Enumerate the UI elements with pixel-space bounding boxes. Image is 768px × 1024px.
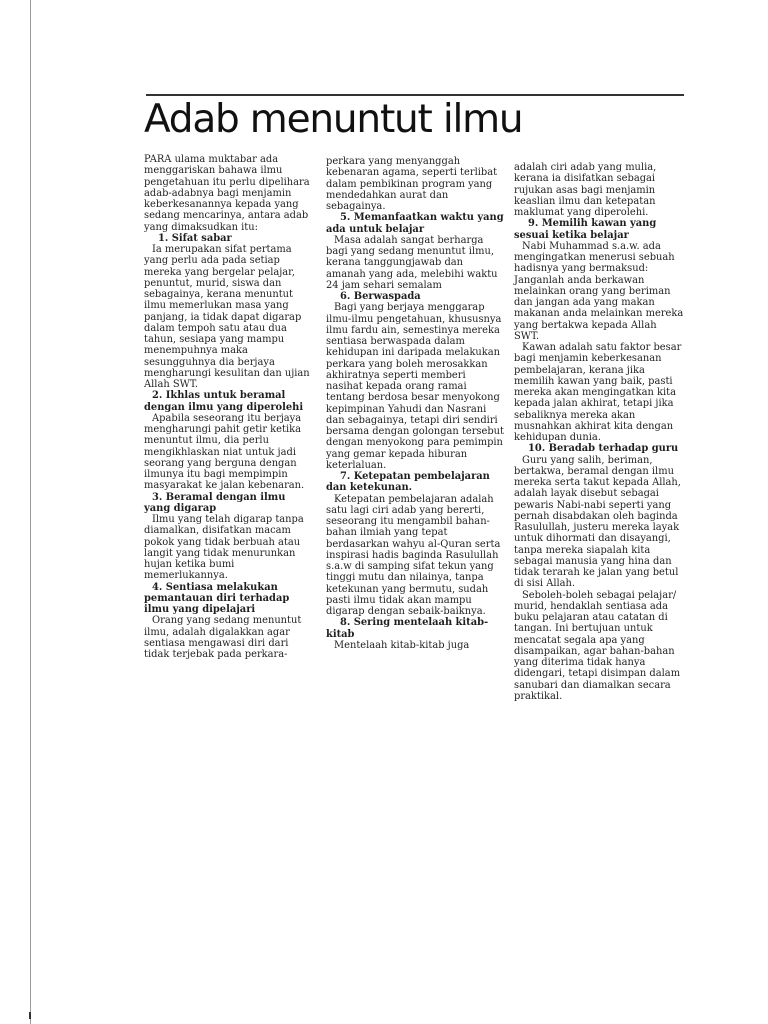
paragraph: Nabi Muhammad s.a.w. ada mengingatkan menerusi sebuah hadisnya yang bermaksud: Janganlah anda berkawan melainkan orang yang beriman dan jangan ada yang makan makanan anda melainkan mereka yang bertakwa kepada Allah SWT.: [514, 240, 684, 342]
paragraph: Ilmu yang telah digarap tanpa diamalkan, disifatkan macam pokok yang tidak berbuah atau langit yang tidak menurunkan hujan ketika bumi memerlukannya.: [144, 514, 304, 582]
paragraph: Apabila seseorang itu berjaya mengharungi pahit getir ketika menuntut ilmu, dia perlu mengikhlaskan niat untuk jadi seorang yang berguna dengan ilmunya itu bagi mempimpin masyarakat ke jalan kebenaran.: [144, 412, 305, 492]
paragraph: Ia merupakan sifat pertama yang perlu ada pada setiap mereka yang bergelar pelajar, penuntut, murid, siswa dan sebagainya, kerana menuntut ilmu memerlukan masa yang panjang, ia tidak dapat digarap dalam tempoh satu atau dua tahun, sesiapa yang mampu menempuhnya maka sesungguhnya dia berjaya mengharungi kesulitan dan ujian Allah SWT.: [144, 244, 310, 390]
paragraph: Seboleh-boleh sebagai pelajar/ murid, hendaklah sentiasa ada buku pelajaran atau catatan di tangan. Ini bertujuan untuk mencatat segala apa yang disampaikan, agar bahan-bahan yang diterima tidak hanya didengari, tetapi disimpan dalam sanubari dan diamalkan secara praktikal.: [514, 589, 681, 702]
subheading-10: 10. Beradab terhadap guru: [528, 443, 679, 455]
column-2: [326, 156, 504, 651]
column-3: [514, 162, 684, 702]
column-1: [144, 154, 314, 660]
headline: Adab menuntut ilmu: [144, 97, 523, 142]
paragraph: Masa adalah sangat berharga bagi yang sedang menuntut ilmu, kerana tanggungjawab dan amanah yang ada, melebihi waktu 24 jam sehari semalam: [326, 234, 498, 291]
newspaper-clipping: [144, 92, 684, 702]
paragraph: Bagi yang berjaya menggarap ilmu-ilmu pengetahuan, khususnya ilmu fardu ain, semestinya mereka sentiasa berwaspada dalam kehidupan ini daripada melakukan perkara yang boleh merosakkan akhiratnya seperti memberi nasihat kepada orang ramai tentang berdosa besar menyokong kepimpinan Yahudi dan Nasrani dan sebagainya, tetapi diri sendiri bersama dengan golongan tersebut dengan menyokong para pemimpin yang gemar kepada hiburan keterlaluan.: [326, 302, 504, 471]
subheading-9: 9. Memilih kawan yang sesuai ketika belajar: [514, 218, 657, 241]
subheading-2: 2. Ikhlas untuk beramal dengan ilmu yang diperolehi: [144, 390, 304, 413]
subheading-8: 8. Sering mentelaah kitab-kitab: [326, 617, 489, 640]
paragraph: adalah ciri adab yang mulia, kerana ia disifatkan sebagai rujukan asas bagi menjamin keaslian ilmu dan ketepatan maklumat yang diperolehi.: [514, 162, 657, 218]
scan-margin-line: [30, 0, 31, 1024]
intro-paragraph: PARA ulama muktabar ada menggariskan bahawa ilmu pengetahuan itu perlu dipelihara adab-adabnya bagi menjamin keberkesanannya kepada yang sedang mencarinya, antara adab yang dimaksudkan itu:: [144, 154, 310, 233]
paragraph: Ketepatan pembelajaran adalah satu lagi ciri adab yang bererti, seseorang itu mengambil bahan-bahan ilmiah yang tepat berdasarkan wahyu al-Quran serta inspirasi hadis baginda Rasulullah s.a.w di samping sifat tekun yang tinggi mutu dan nilainya, tanpa ketekunan yang bermutu, sudah pasti ilmu tidak akan mampu digarap dengan sebaik-baiknya.: [326, 493, 501, 617]
subheading-3: 3. Beramal dengan ilmu yang digarap: [144, 491, 286, 514]
paragraph: Guru yang salih, beriman, bertakwa, beramal dengan ilmu mereka serta takut kepada Allah, adalah layak disebut sebagai pewaris Nabi-nabi seperti yang pernah disabdakan oleh baginda Rasulullah, justeru mereka layak untuk dihormati dan disayangi, tanpa mereka siapalah kita sebagai manusia yang hina dan tidak terarah ke jalan yang betul di sisi Allah.: [514, 454, 681, 590]
subheading-4: 4. Sentiasa melakukan pemantauan diri terhadap ilmu yang dipelajari: [144, 581, 290, 615]
paragraph: Mentelaah kitab-kitab juga: [334, 639, 470, 651]
paragraph: Orang yang sedang menuntut ilmu, adalah digalakkan agar sentiasa mengawasi diri dari tidak terjebak pada perkara-: [144, 615, 302, 660]
subheading-5: 5. Memanfaatkan waktu yang ada untuk belajar: [326, 212, 504, 235]
subheading-6: 6. Berwaspada: [340, 291, 421, 302]
subheading-1: 1. Sifat sabar: [158, 232, 232, 244]
subheading-7: 7. Ketepatan pembelajaran dan ketekunan.: [326, 471, 490, 494]
scan-mark: [29, 1012, 31, 1019]
paragraph: Kawan adalah satu faktor besar bagi menjamin keberkesanan pembelajaran, kerana jika memilih kawan yang baik, pasti mereka akan mengingatkan kita kepada jalan akhirat, tetapi jika sebaliknya mereka akan musnahkan akhirat kita dengan kehidupan dunia.: [514, 342, 682, 443]
paragraph: perkara yang menyanggah kebenaran agama, seperti terlibat dalam pembikinan program yang mendedahkan aurat dan sebagainya.: [326, 156, 498, 212]
